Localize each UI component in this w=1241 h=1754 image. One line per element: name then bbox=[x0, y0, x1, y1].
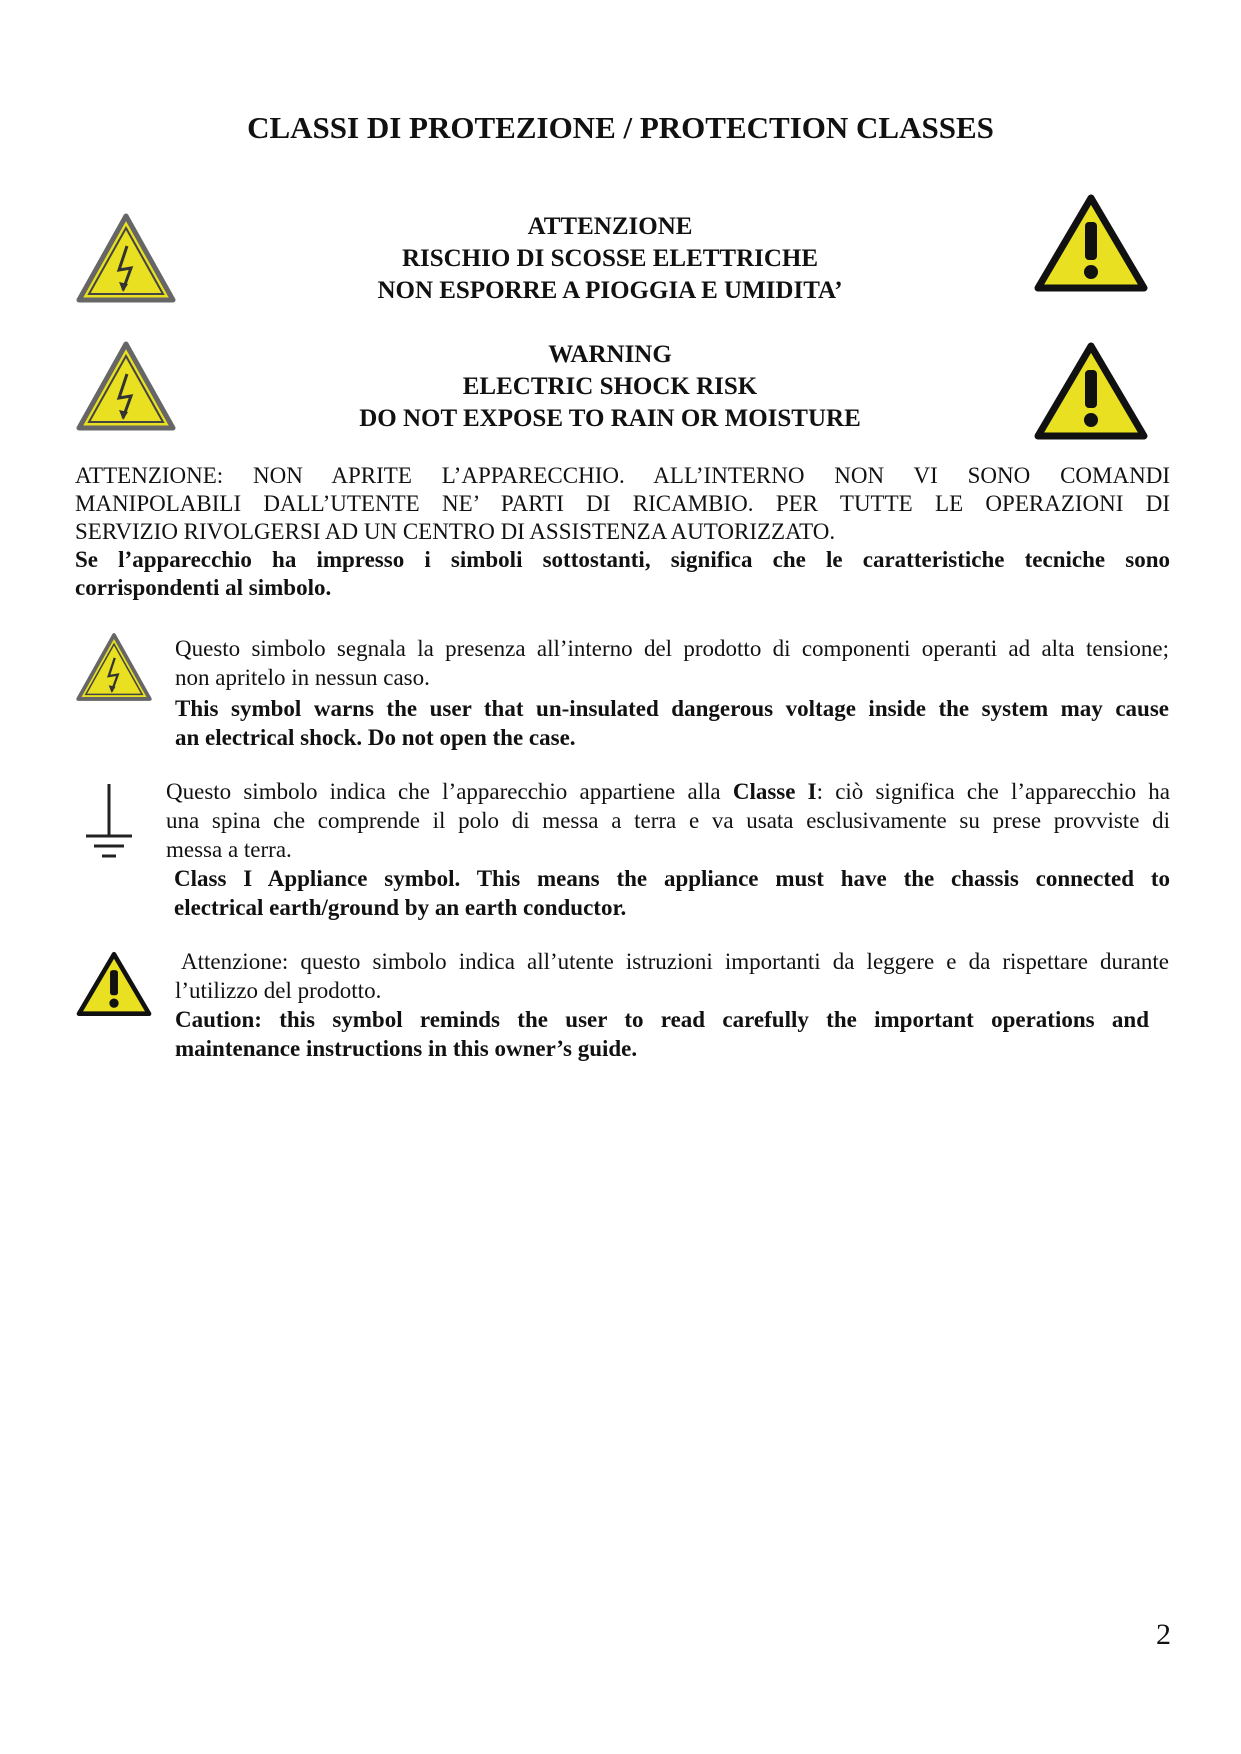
symbol-description-caution bbox=[175, 947, 1169, 1063]
symbol2-italian-line-2: una spina che comprende il polo di messa a terra e va usata esclusivamente su prese provviste di bbox=[166, 808, 1170, 833]
symbol2-italian-line-1-part-c: : ciò significa che l’apparecchio ha bbox=[816, 779, 1171, 804]
symbol2-italian-line-3: messa a terra. bbox=[166, 837, 292, 862]
warning-english-line-1: WARNING bbox=[548, 341, 672, 368]
notice-bold-line-2: corrispondenti al simbolo. bbox=[75, 575, 332, 600]
caution-icon bbox=[1032, 340, 1150, 442]
notice-bold-line-1: Se l’apparecchio ha impresso i simboli sottostanti, significa che le caratteristiche tecniche sono bbox=[75, 547, 1170, 572]
notice-line-2: MANIPOLABILI DALL’UTENTE NE’ PARTI DI RICAMBIO. PER TUTTE LE OPERAZIONI DI bbox=[75, 491, 1170, 516]
warning-english bbox=[200, 339, 1020, 435]
symbol3-english-line-2: maintenance instructions in this owner’s guide. bbox=[175, 1036, 638, 1061]
warning-italian bbox=[200, 211, 1020, 307]
symbol2-italian-line-1-part-a: Questo simbolo indica che l’apparecchio appartiene alla bbox=[166, 779, 733, 804]
symbol-description-ground bbox=[166, 777, 1170, 922]
warning-italian-line-2: RISCHIO DI SCOSSE ELETTRICHE bbox=[401, 245, 819, 272]
high-voltage-icon bbox=[75, 632, 153, 702]
symbol2-italian-line-1 bbox=[166, 777, 1170, 806]
ground-icon bbox=[80, 780, 138, 862]
symbol1-english-line-1: This symbol warns the user that un-insulated dangerous voltage inside the system may cause bbox=[175, 696, 1169, 721]
caution-icon bbox=[1032, 192, 1150, 294]
symbol2-english-line-1: Class I Appliance symbol. This means the appliance must have the chassis connected to bbox=[174, 866, 1170, 891]
high-voltage-icon bbox=[75, 212, 177, 304]
page-number: 2 bbox=[1156, 1618, 1171, 1651]
high-voltage-icon bbox=[75, 340, 177, 432]
warning-english-line-3: DO NOT EXPOSE TO RAIN OR MOISTURE bbox=[359, 405, 861, 432]
warning-english-line-2: ELECTRIC SHOCK RISK bbox=[462, 373, 758, 400]
warning-italian-line-3: NON ESPORRE A PIOGGIA E UMIDITA’ bbox=[377, 277, 843, 304]
symbol3-italian-line-2: l’utilizzo del prodotto. bbox=[175, 978, 382, 1003]
caution-icon bbox=[75, 950, 153, 1018]
symbol1-italian-line-2: non apritelo in nessun caso. bbox=[175, 665, 430, 690]
notice-paragraph bbox=[75, 462, 1170, 602]
notice-line-3: SERVIZIO RIVOLGERSI AD UN CENTRO DI ASSISTENZA AUTORIZZATO. bbox=[75, 519, 836, 544]
symbol2-english-line-2: electrical earth/ground by an earth conductor. bbox=[174, 895, 627, 920]
warning-italian-line-1: ATTENZIONE bbox=[527, 213, 693, 240]
class-one-label: Classe I bbox=[732, 779, 817, 804]
notice-line-1: ATTENZIONE: NON APRITE L’APPARECCHIO. ALL’INTERNO NON VI SONO COMANDI bbox=[75, 463, 1170, 488]
symbol1-english-line-2: an electrical shock. Do not open the case. bbox=[175, 725, 576, 750]
symbol3-english-line-1: Caution: this symbol reminds the user to read carefully the important operations and bbox=[175, 1007, 1149, 1032]
symbol3-italian-line-1: Attenzione: questo simbolo indica all’utente istruzioni importanti da leggere e da rispettare durante bbox=[181, 949, 1169, 974]
symbol1-italian-line-1: Questo simbolo segnala la presenza all’interno del prodotto di componenti operanti ad alta tensione; bbox=[175, 636, 1169, 661]
symbol-description-high-voltage bbox=[175, 634, 1169, 752]
page-title: CLASSI DI PROTEZIONE / PROTECTION CLASSES bbox=[247, 110, 994, 145]
